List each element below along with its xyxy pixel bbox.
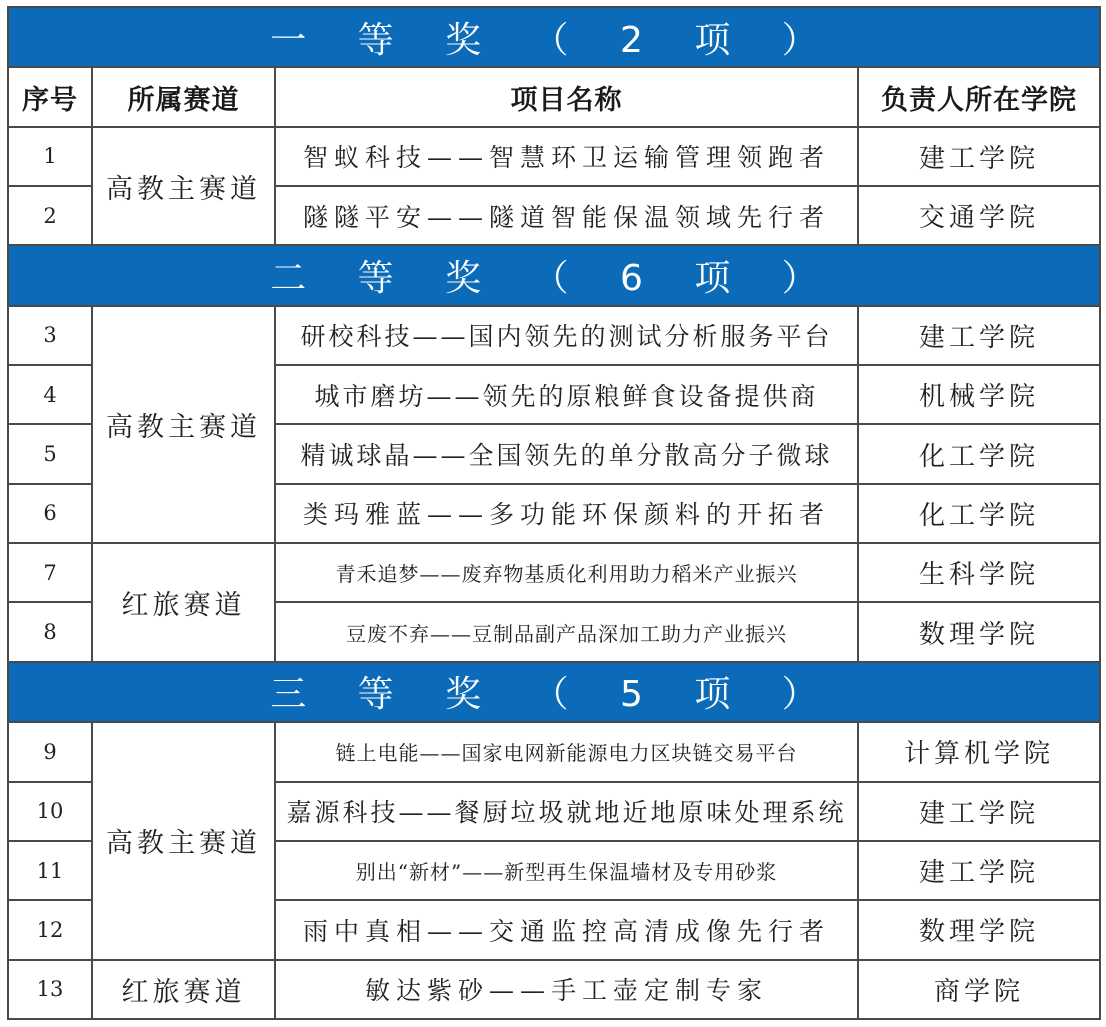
row-project: 别出“新材”——新型再生保温墙材及专用砂浆 [275, 841, 858, 900]
row-college: 交通学院 [858, 186, 1100, 245]
first-prize-banner [8, 7, 1100, 67]
row-index: 5 [8, 424, 92, 483]
row-college: 生科学院 [858, 543, 1100, 602]
table-row [8, 543, 1100, 602]
row-index: 10 [8, 782, 92, 841]
table-row [8, 127, 1100, 186]
row-index: 12 [8, 900, 92, 959]
header-index: 序号 [8, 67, 92, 126]
row-track: 高教主赛道 [92, 127, 275, 246]
row-project: 研校科技——国内领先的测试分析服务平台 [275, 306, 858, 365]
row-index: 11 [8, 841, 92, 900]
row-college: 商学院 [858, 960, 1100, 1019]
row-index: 8 [8, 602, 92, 661]
third-prize-banner [8, 662, 1100, 722]
row-college: 计算机学院 [858, 722, 1100, 781]
row-college: 化工学院 [858, 484, 1100, 543]
row-college: 建工学院 [858, 127, 1100, 186]
row-track: 高教主赛道 [92, 306, 275, 543]
row-college: 数理学院 [858, 602, 1100, 661]
row-project: 精诚球晶——全国领先的单分散高分子微球 [275, 424, 858, 483]
header-row [8, 67, 1100, 126]
row-track: 红旅赛道 [92, 960, 275, 1019]
row-college: 数理学院 [858, 900, 1100, 959]
table-row [8, 960, 1100, 1019]
row-index: 9 [8, 722, 92, 781]
row-track: 高教主赛道 [92, 722, 275, 959]
row-project: 豆废不弃——豆制品副产品深加工助力产业振兴 [275, 602, 858, 661]
row-index: 7 [8, 543, 92, 602]
row-index: 1 [8, 127, 92, 186]
row-index: 13 [8, 960, 92, 1019]
row-track: 红旅赛道 [92, 543, 275, 662]
third-prize-title: 三 等 奖 （ 5 项 ） [8, 662, 1100, 722]
row-index: 3 [8, 306, 92, 365]
header-project: 项目名称 [275, 67, 858, 126]
row-project: 嘉源科技——餐厨垃圾就地近地原味处理系统 [275, 782, 858, 841]
row-index: 2 [8, 186, 92, 245]
first-prize-title: 一 等 奖 （ 2 项 ） [8, 7, 1100, 67]
row-college: 机械学院 [858, 365, 1100, 424]
second-prize-title: 二 等 奖 （ 6 项 ） [8, 245, 1100, 305]
row-project: 城市磨坊——领先的原粮鲜食设备提供商 [275, 365, 858, 424]
row-college: 化工学院 [858, 424, 1100, 483]
header-track: 所属赛道 [92, 67, 275, 126]
second-prize-banner [8, 245, 1100, 305]
row-college: 建工学院 [858, 306, 1100, 365]
row-index: 4 [8, 365, 92, 424]
row-college: 建工学院 [858, 782, 1100, 841]
row-college: 建工学院 [858, 841, 1100, 900]
row-index: 6 [8, 484, 92, 543]
row-project: 敏达紫砂——手工壶定制专家 [275, 960, 858, 1019]
row-project: 隧隧平安——隧道智能保温领域先行者 [275, 186, 858, 245]
row-project: 青禾追梦——废弃物基质化利用助力稻米产业振兴 [275, 543, 858, 602]
table-row [8, 306, 1100, 365]
awards-table [7, 6, 1101, 1020]
row-project: 链上电能——国家电网新能源电力区块链交易平台 [275, 722, 858, 781]
table-row [8, 722, 1100, 781]
row-project: 雨中真相——交通监控高清成像先行者 [275, 900, 858, 959]
row-project: 智蚁科技——智慧环卫运输管理领跑者 [275, 127, 858, 186]
header-college: 负责人所在学院 [858, 67, 1100, 126]
row-project: 类玛雅蓝——多功能环保颜料的开拓者 [275, 484, 858, 543]
